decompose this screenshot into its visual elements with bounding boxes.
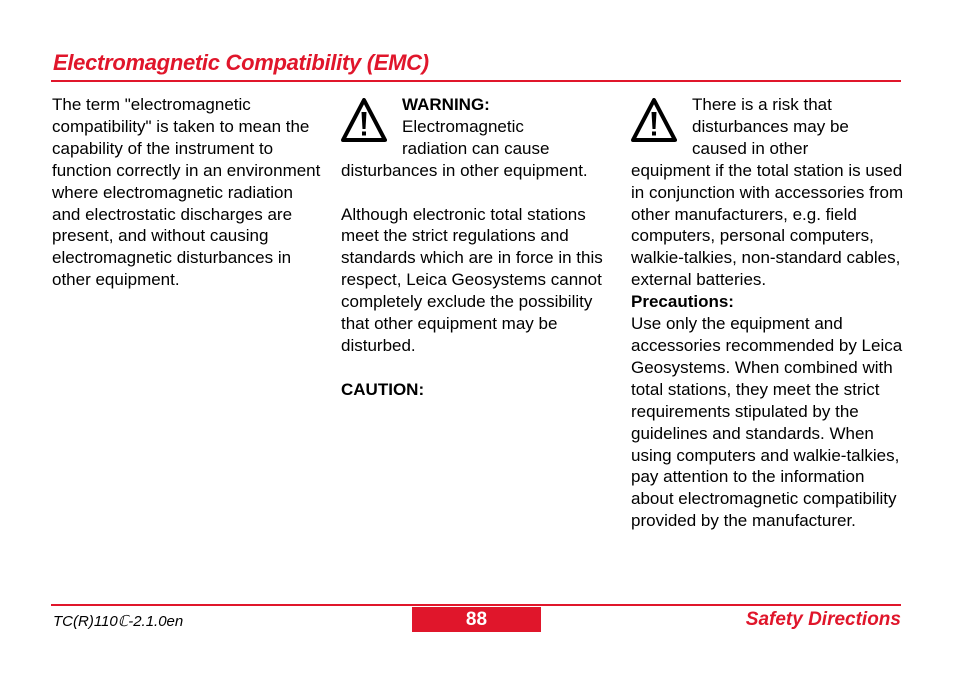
emc-definition-text: The term "electromagnetic compatibility" is taken to mean the capability of the instrument to function correctly in an environment where electromagnetic radiation and electrostatic discharges are present, and without causing electromagnetic disturbances in other equipment.	[52, 95, 321, 290]
warning-triangle-icon	[631, 98, 677, 142]
column-middle	[341, 94, 621, 401]
risk-text-line: There is a risk that	[692, 95, 832, 114]
precautions-text: Use only the equipment and accessories recommended by Leica Geosystems. When combined with total stations, they meet the strict requirements stipulated by the guidelines and standards. When using computers and walkie-talkies, pay attention to the information about electromagnetic compatibility provided by the manufacturer.	[631, 314, 903, 531]
page-title: Electromagnetic Compatibility (EMC)	[53, 50, 429, 75]
document-id: TC(R)110ℂ-2.1.0en	[53, 613, 184, 630]
risk-block	[631, 94, 906, 291]
warning-text-line: radiation can cause	[402, 138, 550, 158]
warning-label: WARNING:	[402, 95, 490, 114]
risk-text-line: disturbances may be	[692, 116, 849, 136]
footer-divider	[51, 604, 901, 606]
header-divider	[51, 80, 901, 82]
caution-label: CAUTION:	[341, 379, 425, 399]
warning-text-rest: disturbances in other equipment.	[341, 160, 588, 180]
section-name: Safety Directions	[745, 609, 901, 630]
precautions-label: Precautions:	[631, 292, 734, 312]
warning-text-line: Electromagnetic	[402, 116, 524, 136]
warning-block	[341, 94, 621, 182]
regulations-paragraph: Although electronic total stations meet the strict regulations and standards which are in force in this respect, Leica Geosystems cannot completely exclude the possibility that other equipment may be disturbed.	[341, 204, 603, 355]
column-right	[631, 94, 906, 532]
risk-text-rest: equipment if the total station is used in conjunction with accessories from other manufacturers, e.g. field computers, personal computers, walkie-talkies, non-standard cables, external batteries.	[631, 160, 904, 290]
warning-triangle-icon	[341, 98, 387, 142]
risk-text-line: caused in other	[692, 138, 809, 158]
column-left	[52, 94, 322, 291]
page-number: 88	[412, 607, 541, 632]
